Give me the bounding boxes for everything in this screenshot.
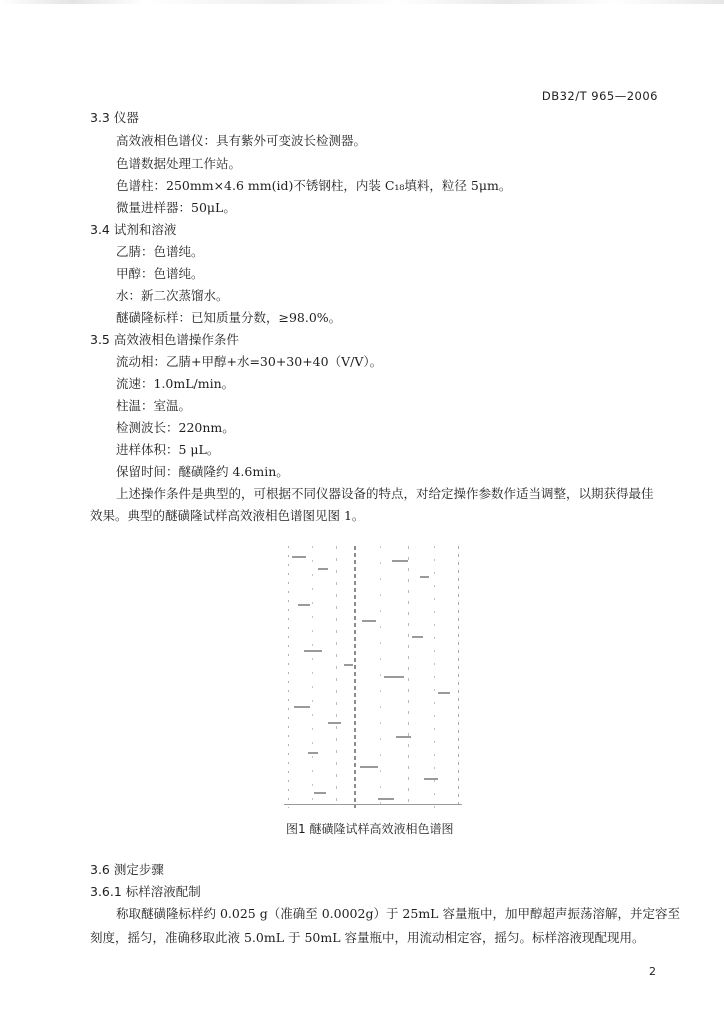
list-item: 乙腈：色谱纯。 (116, 244, 204, 259)
list-item: 色谱数据处理工作站。 (116, 156, 242, 171)
section-heading-procedure: 3.6 测定步骤 (90, 862, 164, 877)
list-item: 色谱柱：250mm×4.6 mm(id)不锈钢柱，内装 C₁₈填料，粒径 5μm。 (116, 178, 512, 193)
chromatogram-figure (284, 546, 462, 810)
list-item: 保留时间：醚磺隆约 4.6min。 (116, 464, 289, 479)
list-item: 进样体积：5 μL。 (116, 442, 220, 457)
list-item: 流动相：乙腈+甲醇+水=30+30+40（V/V）。 (116, 354, 383, 369)
list-item: 醚磺隆标样：已知质量分数，≥98.0%。 (116, 310, 342, 325)
figure-caption: 图1 醚磺隆试样高效液相色谱图 (286, 822, 454, 836)
sub-heading-standard-solution: 3.6.1 标样溶液配制 (90, 884, 201, 899)
list-item: 水：新二次蒸馏水。 (116, 288, 229, 303)
list-item: 高效液相色谱仪：具有紫外可变波长检测器。 (116, 133, 367, 148)
standard-code: DB32/T 965—2006 (541, 89, 658, 103)
list-item: 检测波长：220nm。 (116, 420, 235, 435)
paragraph-line: 刻度，摇匀，准确移取此液 5.0mL 于 50mL 容量瓶中，用流动相定容，摇匀。标样溶液现配现用。 (90, 930, 645, 945)
scan-top-edge (0, 0, 724, 4)
section-heading-instruments: 3.3 仪器 (90, 110, 139, 125)
list-item: 柱温：室温。 (116, 398, 192, 413)
paragraph-line: 效果。典型的醚磺隆试样高效液相色谱图见图 1。 (90, 508, 365, 523)
paragraph-line: 上述操作条件是典型的，可根据不同仪器设备的特点，对给定操作参数作适当调整，以期获得最佳 (116, 486, 654, 501)
list-item: 流速：1.0mL/min。 (116, 376, 235, 391)
paragraph-line: 称取醚磺隆标样约 0.025 g（准确至 0.0002g）于 25mL 容量瓶中，加甲醇超声振荡溶解，并定容至 (116, 906, 680, 921)
section-heading-hplc-conditions: 3.5 高效液相色谱操作条件 (90, 332, 239, 347)
list-item: 微量进样器：50μL。 (116, 200, 236, 215)
section-heading-reagents: 3.4 试剂和溶液 (90, 222, 177, 237)
list-item: 甲醇：色谱纯。 (116, 266, 204, 281)
page-number: 2 (649, 965, 656, 978)
